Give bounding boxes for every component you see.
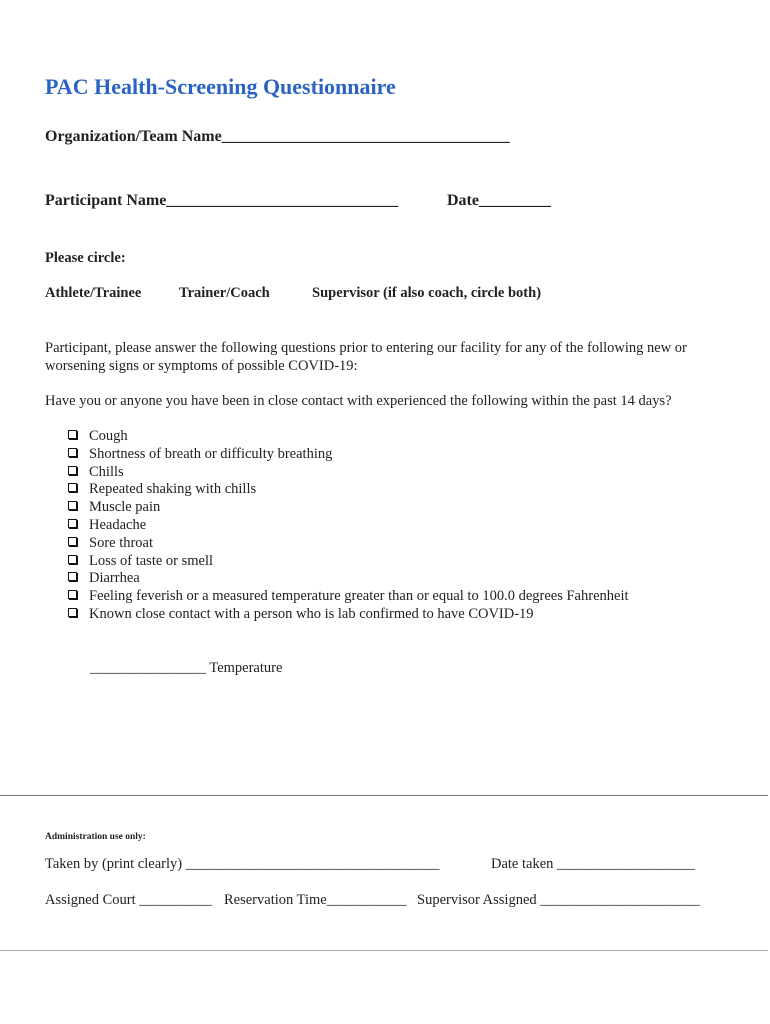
checkbox-icon[interactable] xyxy=(68,537,77,546)
list-item[interactable] xyxy=(68,446,629,464)
symptom-label: Repeated shaking with chills xyxy=(89,481,257,498)
date-field[interactable]: Date_________ xyxy=(447,192,551,209)
symptom-label: Shortness of breath or difficulty breathing xyxy=(89,445,333,462)
date-taken-field[interactable]: Date taken ___________________ xyxy=(491,856,695,872)
checkbox-icon[interactable] xyxy=(68,519,77,528)
footer-divider xyxy=(0,950,768,951)
question-text: Have you or anyone you have been in close contact with experienced the following within the past 14 days? xyxy=(45,393,672,409)
please-circle-label: Please circle: xyxy=(45,250,126,266)
checkbox-icon[interactable] xyxy=(68,555,77,564)
symptom-label: Sore throat xyxy=(89,534,154,551)
role-option-athlete[interactable]: Athlete/Trainee xyxy=(45,285,142,301)
reservation-time-field[interactable]: Reservation Time___________ xyxy=(224,892,407,908)
symptom-label: Chills xyxy=(89,463,124,480)
symptom-label: Diarrhea xyxy=(89,570,140,587)
symptom-label: Muscle pain xyxy=(89,499,161,516)
participant-name-field[interactable]: Participant Name_____________________________ xyxy=(45,192,399,209)
list-item[interactable] xyxy=(68,464,629,482)
role-option-supervisor[interactable]: Supervisor (if also coach, circle both) xyxy=(312,285,542,301)
list-item[interactable] xyxy=(68,535,629,553)
temperature-field[interactable]: ________________ Temperature xyxy=(90,660,283,676)
page-title: PAC Health-Screening Questionnaire xyxy=(45,74,396,99)
role-option-trainer[interactable]: Trainer/Coach xyxy=(179,285,270,301)
section-divider xyxy=(0,795,768,796)
checkbox-icon[interactable] xyxy=(68,466,77,475)
list-item[interactable] xyxy=(68,428,629,446)
intro-paragraph: Participant, please answer the following questions prior to entering our facility for any of the following new or worsening signs or symptoms of possible COVID-19: xyxy=(45,340,687,374)
symptom-label: Headache xyxy=(89,516,147,533)
checkbox-icon[interactable] xyxy=(68,572,77,581)
admin-use-label: Administration use only: xyxy=(45,832,146,842)
symptom-label: Loss of taste or smell xyxy=(89,552,214,569)
checkbox-icon[interactable] xyxy=(68,430,77,439)
checkbox-icon[interactable] xyxy=(68,590,77,599)
list-item[interactable] xyxy=(68,481,629,499)
symptom-label: Cough xyxy=(89,428,128,444)
organization-team-name-field[interactable]: Organization/Team Name____________________________________ xyxy=(45,128,510,145)
list-item[interactable] xyxy=(68,517,629,535)
assigned-court-field[interactable]: Assigned Court __________ xyxy=(45,892,212,908)
checkbox-icon[interactable] xyxy=(68,448,77,457)
symptom-label: Feeling feverish or a measured temperature greater than or equal to 100.0 degrees Fahrenheit xyxy=(89,588,629,605)
list-item[interactable] xyxy=(68,606,629,624)
list-item[interactable] xyxy=(68,588,629,606)
list-item[interactable] xyxy=(68,553,629,571)
list-item[interactable] xyxy=(68,570,629,588)
symptom-label: Known close contact with a person who is lab confirmed to have COVID-19 xyxy=(89,605,534,622)
list-item[interactable] xyxy=(68,499,629,517)
checkbox-icon[interactable] xyxy=(68,501,77,510)
checkbox-icon[interactable] xyxy=(68,608,77,617)
supervisor-assigned-field[interactable]: Supervisor Assigned ______________________ xyxy=(417,892,700,908)
symptom-checklist xyxy=(68,428,629,624)
taken-by-field[interactable]: Taken by (print clearly) ___________________________________ xyxy=(45,856,440,872)
checkbox-icon[interactable] xyxy=(68,483,77,492)
